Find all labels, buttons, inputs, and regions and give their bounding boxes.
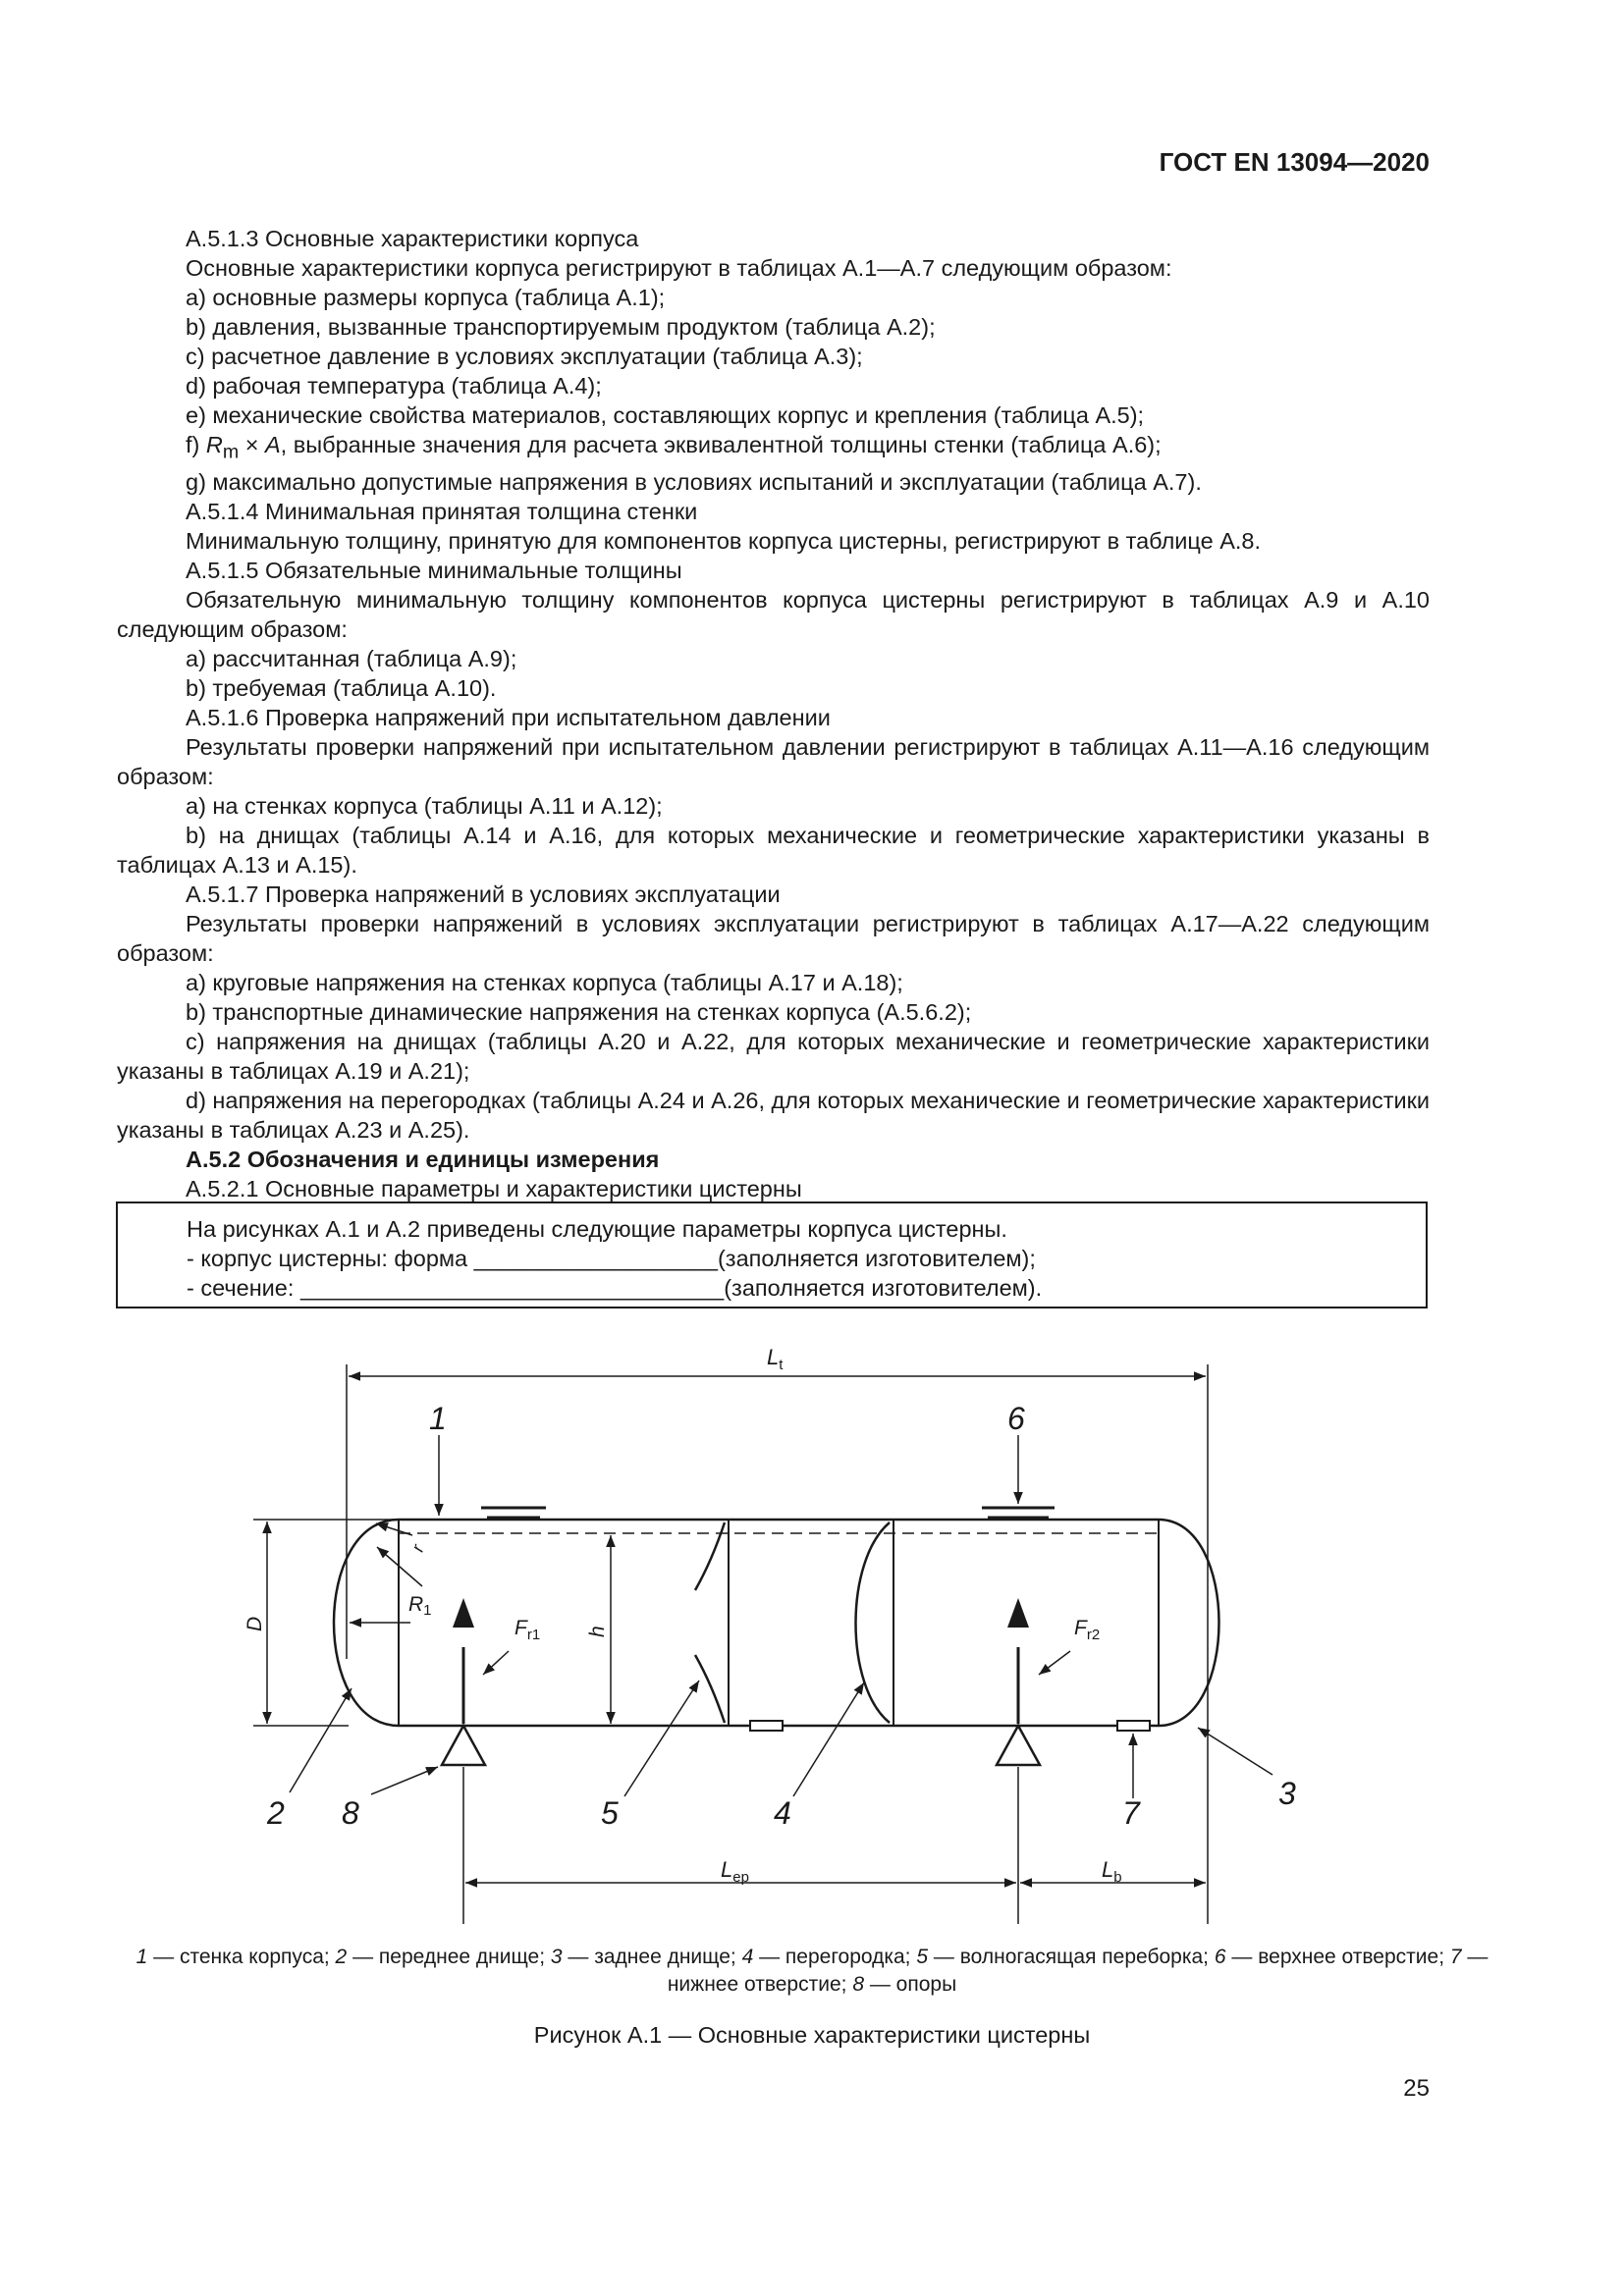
list-item [117,430,1430,467]
page-number: 25 [1403,2075,1430,2102]
fr1-leader [483,1651,509,1675]
list-item: b) требуемая (таблица А.10). [186,674,497,701]
callout-8-leader [371,1767,438,1794]
callout-5: 5 [601,1795,619,1831]
figure-tank-diagram [0,1335,1624,1939]
section-heading: А.5.2.1 Основные параметры и характеристики цистерны [186,1175,802,1201]
legend-text: — опоры [864,1973,957,1996]
fr2-leader [1039,1651,1070,1675]
callout-2-leader [290,1688,352,1792]
legend-text: — верхнее отверстие; [1225,1946,1450,1968]
tank-diagram-svg [0,1335,1624,1934]
callout-4-leader [793,1682,864,1796]
list-item: d) рабочая температура (таблица А.4); [186,373,602,399]
list-item: b) транспортные динамические напряжения на стенках корпуса (А.5.6.2); [186,998,972,1025]
callout-3-leader [1198,1728,1272,1775]
legend-key: 7 [1449,1946,1462,1968]
callout-2: 2 [267,1795,285,1831]
figure-legend [128,1944,1496,1999]
list-item: e) механические свойства материалов, составляющих корпус и крепления (таблица А.5); [186,402,1145,428]
list-item: b) на днищах (таблицы А.14 и А.16, для которых механические и геометрические характеристики указаны в таблицах А.13 и А.15). [117,822,1430,878]
label-h: h [586,1626,609,1637]
list-item: a) на стенках корпуса (таблицы А.11 и А.12); [186,792,663,819]
list-item: g) максимально допустимые напряжения в условиях испытаний и эксплуатации (таблица А.7). [186,468,1202,495]
body-text [117,224,1430,1203]
callout-8: 8 [342,1795,359,1831]
fill-in-frame [116,1201,1428,1308]
legend-key: 5 [916,1946,929,1968]
paragraph: Основные характеристики корпуса регистрируют в таблицах А.1—А.7 следующим образом: [186,255,1172,281]
paragraph: Результаты проверки напряжений в условиях эксплуатации регистрируют в таблицах А.17—А.22 следующим образом: [117,910,1430,966]
label-r: r [406,1541,428,1555]
force-fr2-head [1007,1598,1029,1628]
list-item: c) расчетное давление в условиях эксплуатации (таблица А.3); [186,344,863,369]
label-lep: $L_{ep}$ [721,1857,749,1886]
legend-text: — стенка корпуса; [147,1946,336,1968]
label-fr2: $F_{r2}$ [1074,1617,1101,1643]
paragraph: Минимальную толщину, принятую для компонентов корпуса цистерны, регистрируют в таблице А.8. [186,527,1262,554]
list-item: d) напряжения на перегородках (таблицы А.24 и А.26, для которых механические и геометрические характеристики указаны в таблицах А.23 и А.25). [117,1087,1430,1143]
legend-key: 8 [852,1973,864,1996]
frame-line-shape: - корпус цистерны: форма ___________________(заполняется изготовителем); [187,1246,1036,1271]
force-fr1-head [453,1598,474,1628]
callout-5-leader [624,1681,699,1796]
frame-line-section: - сечение: _________________________________(заполняется изготовителем). [187,1275,1043,1301]
figure-title: Рисунок А.1 — Основные характеристики цистерны [533,2022,1091,2048]
legend-text: — нижнее отверстие; [667,1946,1489,1996]
legend-text: — переднее днище; [347,1946,551,1968]
symbol-sub-m: m [222,441,240,463]
bottom-opening [750,1721,783,1731]
list-prefix: f) [186,432,206,457]
callout-6: 6 [1007,1401,1025,1436]
label-d: D [244,1616,266,1631]
section-heading: А.5.1.7 Проверка напряжений в условиях эксплуатации [186,881,781,907]
support-rear [997,1726,1040,1765]
list-item: a) рассчитанная (таблица А.9); [186,645,517,671]
label-lt: $L_t$ [767,1345,784,1373]
legend-key: 6 [1214,1946,1226,1968]
callout-4: 4 [774,1795,791,1831]
legend-key: 3 [550,1946,563,1968]
section-heading-bold: А.5.2 Обозначения и единицы измерения [186,1146,660,1172]
legend-text: — волногасящая переборка; [928,1946,1215,1968]
label-fr1: $F_{r1}$ [514,1617,541,1643]
rear-head [1159,1520,1219,1726]
label-lb: $L_b$ [1102,1857,1122,1886]
legend-text: — заднее днище; [562,1946,742,1968]
document-number: ГОСТ EN 13094—2020 [1159,147,1430,177]
list-item: a) круговые напряжения на стенках корпуса (таблицы А.17 и А.18); [186,969,903,995]
callout-1: 1 [429,1401,447,1436]
baffle-lower [695,1655,725,1723]
list-item: a) основные размеры корпуса (таблица А.1); [186,285,666,310]
section-heading: А.5.1.4 Минимальная принятая толщина стенки [186,498,698,524]
callout-7: 7 [1122,1795,1140,1831]
label-r1: R1 [408,1593,432,1619]
callout-3: 3 [1278,1776,1296,1811]
section-heading: А.5.1.5 Обязательные минимальные толщины [186,557,682,583]
legend-key: 1 [135,1946,148,1968]
bottom-opening [1117,1721,1150,1731]
symbol-r: R [205,432,223,457]
paragraph: Обязательную минимальную толщину компонентов корпуса цистерны регистрируют в таблицах А.9 и А.10 следующим образом: [117,586,1430,642]
list-text: , выбранные значения для расчета эквивалентной толщины стенки (таблица А.6); [280,432,1162,457]
section-heading: А.5.1.3 Основные характеристики корпуса [186,226,639,251]
paragraph: Результаты проверки напряжений при испытательном давлении регистрируют в таблицах А.11—А.16 следующим образом: [117,733,1430,789]
legend-key: 2 [335,1946,348,1968]
symbol-a: A [264,432,281,457]
legend-key: 4 [741,1946,754,1968]
frame-line: На рисунках А.1 и А.2 приведены следующие параметры корпуса цистерны. [187,1216,1007,1242]
support-front [442,1726,485,1765]
section-heading: А.5.1.6 Проверка напряжений при испытательном давлении [186,704,831,730]
legend-text: — перегородка; [753,1946,917,1968]
partition-head [856,1522,891,1723]
radius-r-arrow [376,1523,412,1535]
list-item: c) напряжения на днищах (таблицы А.20 и А.22, для которых механические и геометрические характеристики указаны в таблицах А.19 и А.21); [117,1028,1430,1084]
times-sign: × [239,432,265,457]
list-item: b) давления, вызванные транспортируемым продуктом (таблица А.2); [186,314,936,340]
